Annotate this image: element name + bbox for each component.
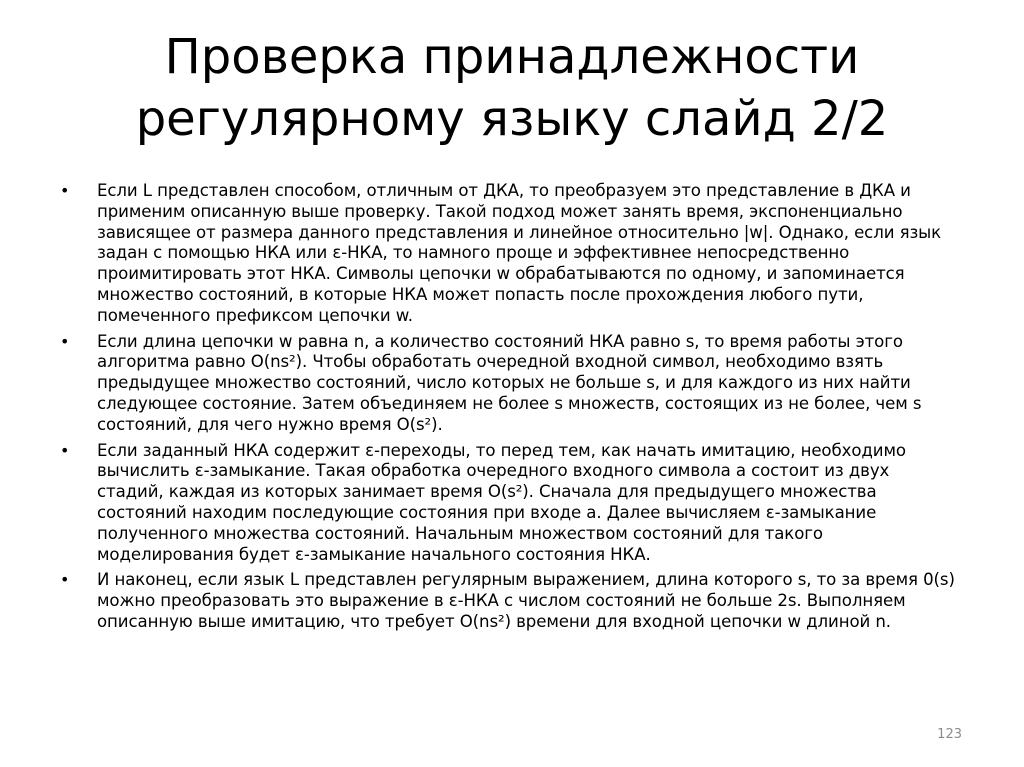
bullet-text: И наконец, если язык L представлен регулярным выражением, длина которого s, то за время 0(s) можно преобразовать это выражение в ε-НКА с числом состояний не больше 2s. Выполняем описанную выше имитацию, что требует O(ns²) времени для входной цепочки w длиной n. [97, 570, 955, 631]
bullet-text: Если длина цепочки w равна n, а количество состояний НКА равно s, то время работы этого алгоритма равно O(ns²). Чтобы обработать очередной входной символ, необходимо взять предыдущее множество состояний, число которых не больше s, и для каждого из них найти следующее состояние. Затем объединяем не более s множеств, состоящих из не более, чем s состояний, для чего нужно время O(s²). [97, 331, 922, 434]
slide-title [60, 26, 964, 150]
bullet-text: Если заданный НКА содержит ε-переходы, то перед тем, как начать имитацию, необходимо вычислить ε-замыкание. Такая обработка очередного входного символа a состоит из двух стадий, каждая из которых занимает время O(s²). Сначала для предыдущего множества состояний находим последующие состояния при входе a. Далее вычисляем ε-замыкание полученного множества состояний. Начальным множеством состояний для такого моделирования будет ε-замыкание начального состояния НКА. [97, 440, 906, 564]
bullet-item [60, 441, 960, 566]
bullet-text: Если L представлен способом, отличным от ДКА, то преобразуем это представление в ДКА и применим описанную выше проверку. Такой подход может занять время, экспоненциально зависящее от размера данного представления и линейное относительно |w|. Однако, если язык задан с помощью НКА или ε-НКА, то намного проще и эффективнее непосредственно проимитировать этот НКА. Символы цепочки w обрабатываются по одному, и запоминается множество состояний, в которые НКА может попасть после прохождения любого пути, помеченного префиксом цепочки w. [97, 181, 942, 325]
bullet-item [60, 181, 960, 327]
bullet-marker: • [60, 331, 70, 351]
bullet-item [60, 332, 960, 436]
bullet-marker: • [60, 570, 70, 590]
slide-title-line-1: Проверка принадлежности [164, 29, 860, 85]
page-number: 123 [937, 727, 962, 742]
bullet-item [60, 570, 960, 632]
slide-title-line-2: регулярному языку слайд 2/2 [135, 91, 889, 147]
bullet-marker: • [60, 440, 70, 460]
bullet-list [60, 181, 960, 638]
bullet-marker: • [60, 181, 70, 200]
